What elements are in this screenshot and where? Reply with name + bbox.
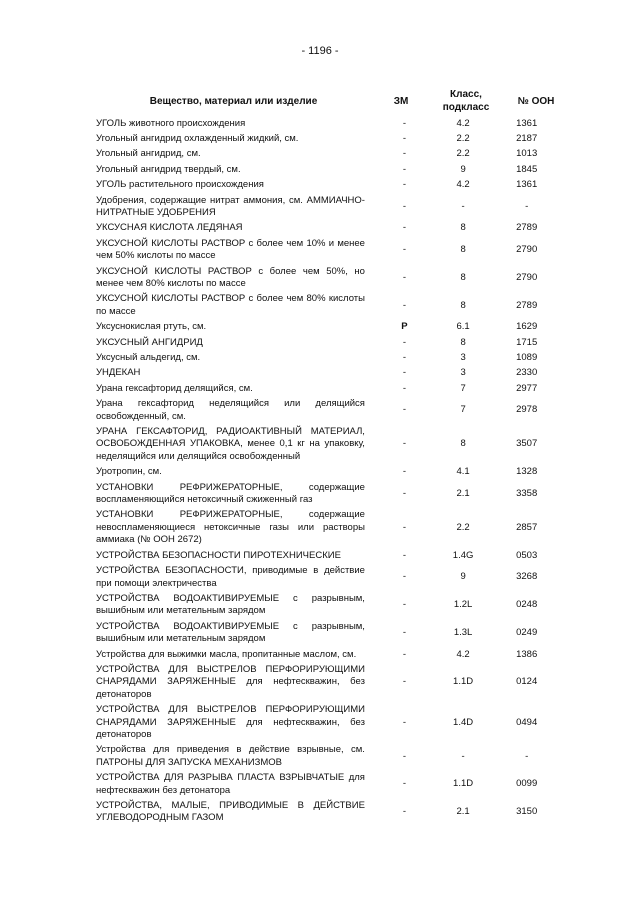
table-row	[96, 703, 556, 743]
zm-cell: -	[402, 336, 406, 348]
substance-name: УРАНА ГЕКСАФТОРИД, РАДИОАКТИВНЫЙ МАТЕРИАЛ, ОСВОБОЖДЕННАЯ УПАКОВКА, менее 0,1 кг на упаковку, неделящийся или делящийся освобожденный	[96, 426, 365, 462]
substance-name: УСТРОЙСТВА БЕЗОПАСНОСТИ ПИРОТЕХНИЧЕСКИЕ	[96, 549, 341, 561]
zm-cell: -	[402, 243, 406, 255]
un-number-cell: 3268	[516, 571, 538, 583]
un-number-cell: -	[525, 750, 529, 762]
column-header-class-line1: Класс,	[450, 89, 482, 100]
class-cell: 1.3L	[453, 626, 473, 638]
table-row	[96, 480, 556, 508]
column-header-name: Вещество, материал или изделие	[149, 96, 318, 107]
un-number-cell: 2790	[516, 243, 538, 255]
substance-name: УСТРОЙСТВА ДЛЯ ВЫСТРЕЛОВ ПЕРФОРИРУЮЩИМИ СНАРЯДАМИ ЗАРЯЖЕННЫЕ для нефтескважин, без детонаторов	[96, 663, 365, 700]
substance-name: УСТРОЙСТВА ДЛЯ РАЗРЫВА ПЛАСТА ВЗРЫВЧАТЫЕ для нефтескважин без детонатора	[96, 772, 365, 796]
substance-name: Урана гексафторид делящийся, см.	[96, 382, 253, 394]
substance-name: Уксуснокислая ртуть, см.	[96, 321, 207, 333]
class-cell: 4.2	[456, 179, 470, 191]
substance-name: УКСУСНОЙ КИСЛОТЫ РАСТВОР с более чем 10% и менее чем 50% кислоты по массе	[96, 237, 365, 262]
un-number-cell: 1845	[516, 163, 538, 175]
zm-cell: -	[402, 299, 406, 311]
substance-name: Угольный ангидрид твердый, см.	[96, 163, 241, 175]
table-row	[96, 799, 556, 827]
table-row	[96, 351, 556, 366]
substance-name: УКСУСНАЯ КИСЛОТА ЛЕДЯНАЯ	[96, 222, 243, 234]
zm-cell: -	[402, 148, 406, 160]
table-row	[96, 221, 556, 236]
zm-cell: -	[402, 806, 406, 818]
class-cell: 1.2L	[453, 599, 473, 611]
table-row	[96, 162, 556, 177]
class-cell: 6.1	[456, 321, 470, 333]
column-header-un-number: № ООН	[517, 96, 555, 107]
class-cell: 8	[460, 271, 466, 283]
table-row	[96, 647, 556, 662]
un-number-cell: 2857	[516, 521, 538, 533]
table-row	[96, 425, 556, 465]
substance-name: УСТРОЙСТВА ВОДОАКТИВИРУЕМЫЕ с разрывным, вышибным или метательным зарядом	[96, 592, 365, 617]
column-header-zm: ЗМ	[393, 96, 409, 107]
un-number-cell: 2789	[516, 222, 538, 234]
class-cell: 4.1	[456, 466, 470, 478]
substance-name: УСТРОЙСТВА ДЛЯ ВЫСТРЕЛОВ ПЕРФОРИРУЮЩИМИ СНАРЯДАМИ ЗАРЯЖЕННЫЕ для нефтескважин, без детонаторов	[96, 704, 365, 740]
zm-cell: -	[402, 676, 406, 688]
zm-cell: -	[402, 179, 406, 191]
un-number-cell: 3507	[516, 438, 538, 450]
un-number-cell: 0099	[516, 778, 538, 790]
zm-cell: -	[402, 163, 406, 175]
table-row	[96, 147, 556, 162]
substance-name: Уксусный альдегид, см.	[96, 352, 201, 363]
un-number-cell: 0248	[516, 599, 538, 611]
un-number-cell: 2187	[516, 132, 538, 144]
table-row	[96, 320, 556, 335]
class-cell: 9	[460, 571, 466, 583]
un-number-cell: 2789	[516, 299, 538, 311]
un-number-cell: 3150	[516, 806, 538, 818]
substance-name: Уротропин, см.	[96, 466, 162, 478]
class-cell: 2.1	[456, 806, 470, 818]
un-number-cell: 1386	[516, 648, 538, 660]
class-cell: 8	[460, 336, 466, 348]
table-row	[96, 292, 556, 320]
un-number-cell: 1328	[516, 466, 538, 478]
substance-name: Удобрения, содержащие нитрат аммония, см. АММИАЧНО-НИТРАТНЫЕ УДОБРЕНИЯ	[96, 194, 365, 218]
un-number-cell: 1089	[516, 352, 538, 363]
substance-name: УКСУСНОЙ КИСЛОТЫ РАСТВОР с более чем 50%, но менее чем 80% кислоты по массе	[96, 265, 365, 289]
substance-name: УКСУСНОЙ КИСЛОТЫ РАСТВОР с более чем 80% кислоты по массе	[96, 293, 365, 317]
table-row	[96, 366, 556, 381]
table-row	[96, 397, 556, 425]
table-row	[96, 771, 556, 799]
zm-cell: -	[402, 222, 406, 234]
zm-cell: -	[402, 382, 406, 394]
substance-name: УСТАНОВКИ РЕФРИЖЕРАТОРНЫЕ, содержащие воспламеняющийся нетоксичный сжиженный газ	[96, 481, 365, 506]
table-header	[96, 88, 556, 116]
substance-name: Угольный ангидрид охлажденный жидкий, см.	[96, 132, 299, 144]
substance-name: Устройства для приведения в действие взрывные, см. ПАТРОНЫ ДЛЯ ЗАПУСКА МЕХАНИЗМОВ	[96, 744, 365, 768]
substance-name: УГОЛЬ животного происхождения	[96, 117, 246, 129]
zm-cell: -	[402, 716, 406, 728]
un-number-cell: 2977	[516, 382, 538, 394]
un-number-cell: 1629	[516, 321, 538, 333]
un-number-cell: 1715	[516, 336, 538, 348]
class-cell: 1.4G	[452, 549, 474, 561]
class-cell: 3	[460, 367, 466, 379]
page-number: - 1196 -	[301, 45, 339, 57]
un-number-cell: 2330	[516, 367, 538, 379]
class-cell: 2.1	[456, 487, 470, 499]
table-row	[96, 743, 556, 771]
table-row	[96, 193, 556, 221]
class-cell: 2.2	[456, 521, 470, 533]
class-cell: 4.2	[456, 117, 470, 129]
zm-cell: -	[402, 466, 406, 478]
table-row	[96, 178, 556, 193]
zm-cell: -	[402, 549, 406, 561]
class-cell: 7	[460, 404, 466, 416]
class-cell: 8	[460, 222, 466, 234]
zm-cell: -	[402, 626, 406, 638]
class-cell: 1.4D	[453, 716, 474, 728]
class-cell: 8	[460, 299, 466, 311]
zm-cell: -	[402, 571, 406, 583]
zm-cell: -	[402, 521, 406, 533]
substance-name: УГОЛЬ растительного происхождения	[96, 179, 264, 191]
substance-name: Угольный ангидрид, см.	[96, 148, 201, 160]
zm-cell: -	[402, 599, 406, 611]
table-row	[96, 564, 556, 592]
un-number-cell: 2978	[516, 404, 538, 416]
substance-name: УСТРОЙСТВА БЕЗОПАСНОСТИ, приводимые в действие при помощи электричества	[96, 565, 365, 589]
substance-table	[96, 116, 556, 826]
class-cell: 1.1D	[453, 676, 474, 688]
zm-cell: -	[402, 367, 406, 379]
zm-cell: -	[402, 404, 406, 416]
un-number-cell: 0124	[516, 676, 538, 688]
substance-name: УНДЕКАН	[96, 367, 141, 379]
table-row	[96, 548, 556, 563]
class-cell: 4.2	[456, 648, 470, 660]
un-number-cell: 1361	[516, 179, 538, 191]
table-row	[96, 591, 556, 619]
un-number-cell: 2790	[516, 271, 538, 283]
zm-cell: -	[402, 352, 406, 363]
substance-name: УСТАНОВКИ РЕФРИЖЕРАТОРНЫЕ, содержащие невоспламеняющиеся нетоксичные газы или растворы аммиака (№ ООН 2672)	[96, 509, 365, 546]
table-row	[96, 619, 556, 647]
un-number-cell: 1361	[516, 117, 538, 129]
zm-cell: -	[402, 778, 406, 790]
class-cell: 8	[460, 243, 466, 255]
table-row	[96, 508, 556, 548]
zm-cell: -	[402, 750, 406, 762]
class-cell: 3	[460, 352, 466, 363]
table-row	[96, 131, 556, 146]
zm-cell: Р	[401, 321, 408, 333]
class-cell: 2.2	[456, 132, 470, 144]
class-cell: 8	[460, 438, 466, 450]
table-row	[96, 335, 556, 350]
un-number-cell: 3358	[516, 487, 538, 499]
table-row	[96, 264, 556, 292]
zm-cell: -	[402, 200, 406, 212]
table-row	[96, 662, 556, 702]
class-cell: 1.1D	[453, 778, 474, 790]
substance-name: УСТРОЙСТВА ВОДОАКТИВИРУЕМЫЕ с разрывным, вышибным или метательным зарядом	[96, 620, 365, 645]
table-row	[96, 116, 556, 131]
zm-cell: -	[402, 648, 406, 660]
column-header-class	[426, 88, 506, 114]
class-cell: 2.2	[456, 148, 470, 160]
zm-cell: -	[402, 271, 406, 283]
zm-cell: -	[402, 117, 406, 129]
zm-cell: -	[402, 132, 406, 144]
un-number-cell: 1013	[516, 148, 538, 160]
un-number-cell: 0249	[516, 626, 538, 638]
zm-cell: -	[402, 487, 406, 499]
un-number-cell: 0503	[516, 549, 538, 561]
table-row	[96, 236, 556, 264]
class-cell: 7	[460, 382, 466, 394]
class-cell: -	[461, 750, 465, 762]
zm-cell: -	[402, 438, 406, 450]
column-header-class-line2: подкласс	[442, 102, 490, 113]
class-cell: 9	[460, 163, 466, 175]
class-cell: -	[461, 200, 465, 212]
un-number-cell: -	[525, 200, 529, 212]
table-row	[96, 381, 556, 396]
substance-name: Урана гексафторид неделящийся или делящийся освобожденный, см.	[96, 398, 365, 422]
table-row	[96, 465, 556, 480]
substance-name: Устройства для выжимки масла, пропитанные маслом, см.	[96, 648, 357, 660]
un-number-cell: 0494	[516, 716, 538, 728]
substance-name: УСТРОЙСТВА, МАЛЫЕ, ПРИВОДИМЫЕ В ДЕЙСТВИЕ УГЛЕВОДОРОДНЫМ ГАЗОМ	[96, 800, 365, 824]
substance-name: УКСУСНЫЙ АНГИДРИД	[96, 336, 203, 348]
